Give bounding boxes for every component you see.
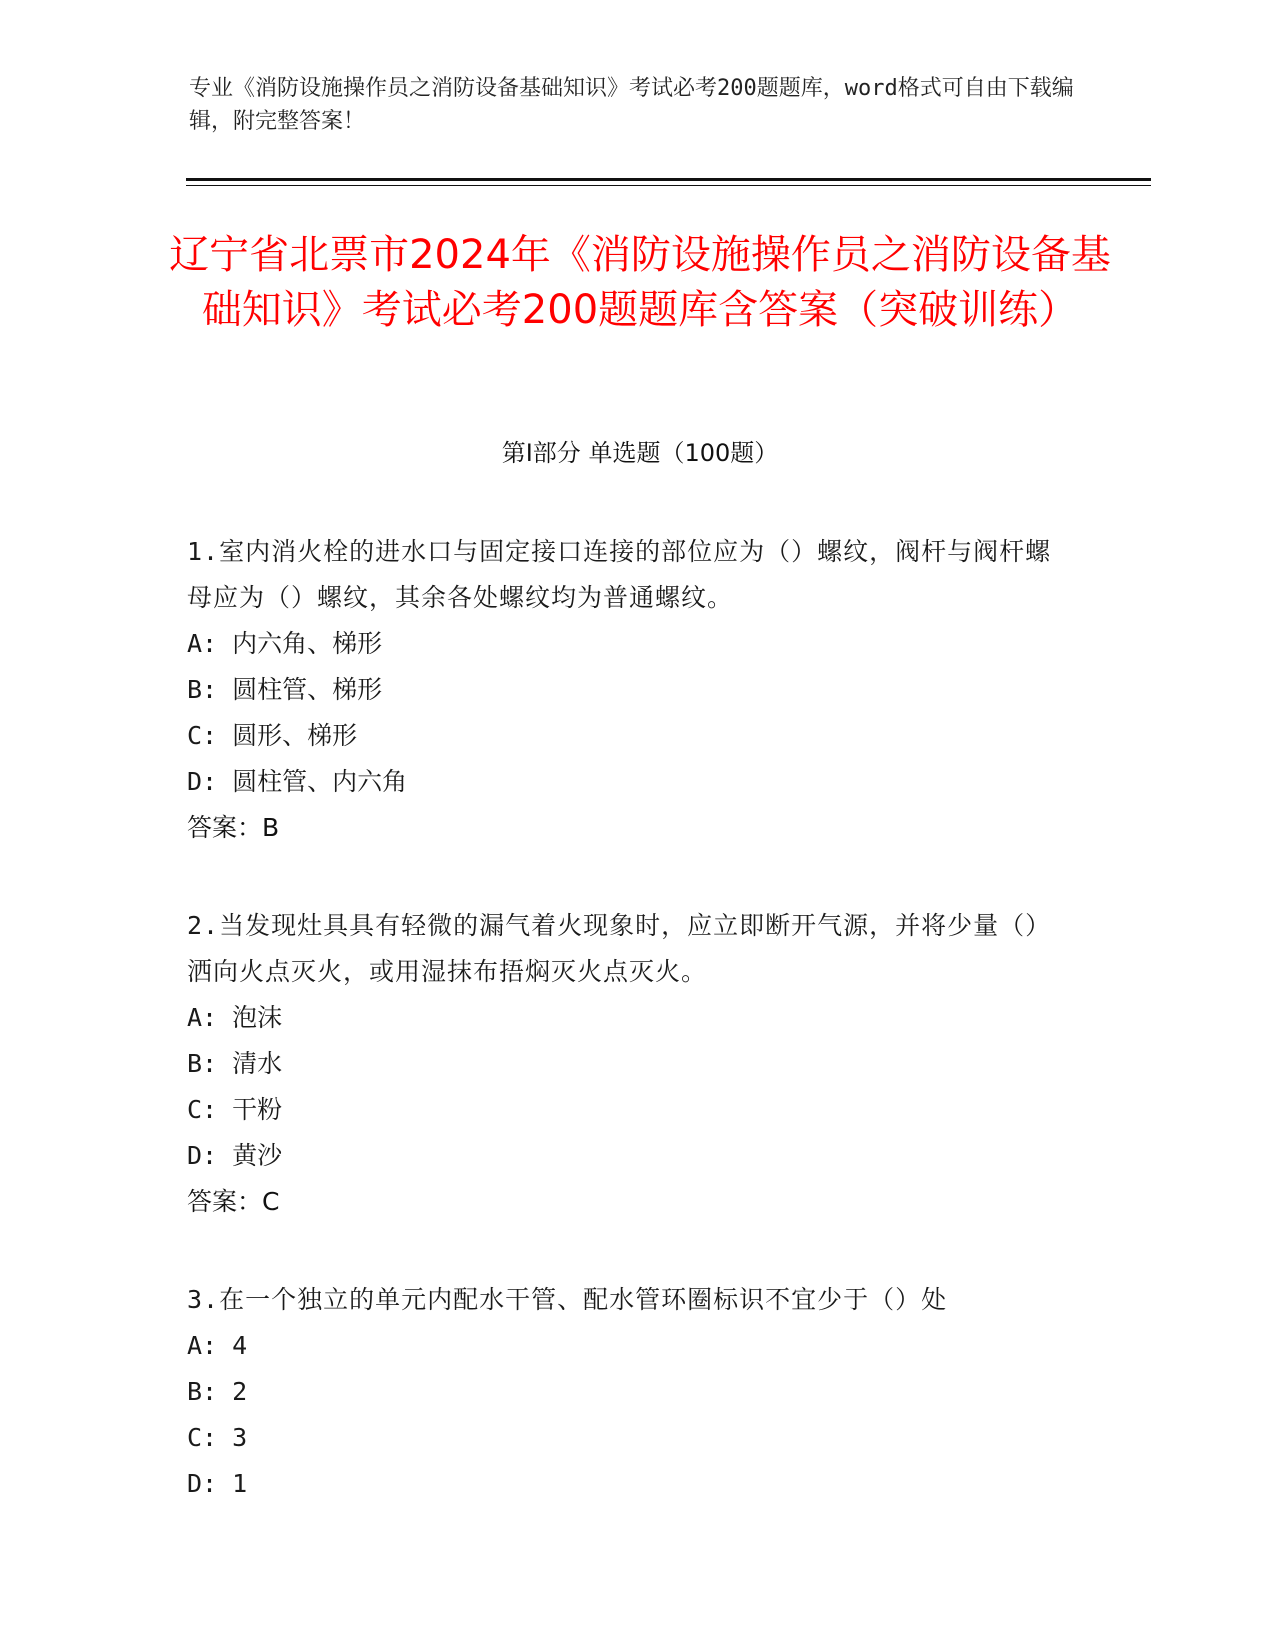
question-3 (187, 1277, 1077, 1507)
option-a: A: 4 (187, 1331, 248, 1360)
option-b: B: 圆柱管、梯形 (187, 675, 383, 704)
header-divider-thin (186, 185, 1151, 186)
option-d: D: 圆柱管、内六角 (187, 767, 408, 796)
option-c: C: 干粉 (187, 1095, 283, 1124)
question-text: 1.室内消火栓的进水口与固定接口连接的部位应为（）螺纹，阀杆与阀杆螺母应为（）螺纹，其余各处螺纹均为普通螺纹。 (187, 537, 1052, 612)
header-note: 专业《消防设施操作员之消防设备基础知识》考试必考200题题库，word格式可自由下载编辑，附完整答案！ (189, 76, 1074, 134)
option-d: D: 1 (187, 1469, 248, 1498)
document-title: 辽宁省北票市2024年《消防设施操作员之消防设备基础知识》考试必考200题题库含答案（突破训练） (169, 232, 1111, 333)
option-b: B: 2 (187, 1377, 248, 1406)
option-b: B: 清水 (187, 1049, 283, 1078)
option-d: D: 黄沙 (187, 1141, 283, 1170)
question-text: 3.在一个独立的单元内配水干管、配水管环圈标识不宜少于（）处 (187, 1285, 948, 1314)
header-divider-thick (186, 178, 1151, 181)
answer: 答案：C (187, 1187, 280, 1216)
section-title: 第Ⅰ部分 单选题（100题） (501, 439, 779, 467)
option-c: C: 3 (187, 1423, 248, 1452)
question-1 (187, 529, 1077, 851)
answer: 答案：B (187, 813, 280, 842)
question-2 (187, 903, 1077, 1225)
option-a: A: 泡沫 (187, 1003, 283, 1032)
question-text: 2.当发现灶具具有轻微的漏气着火现象时，应立即断开气源，并将少量（）洒向火点灭火，或用湿抹布捂焖灭火点灭火。 (187, 911, 1052, 986)
question-list (187, 529, 1077, 1559)
option-c: C: 圆形、梯形 (187, 721, 358, 750)
option-a: A: 内六角、梯形 (187, 629, 383, 658)
